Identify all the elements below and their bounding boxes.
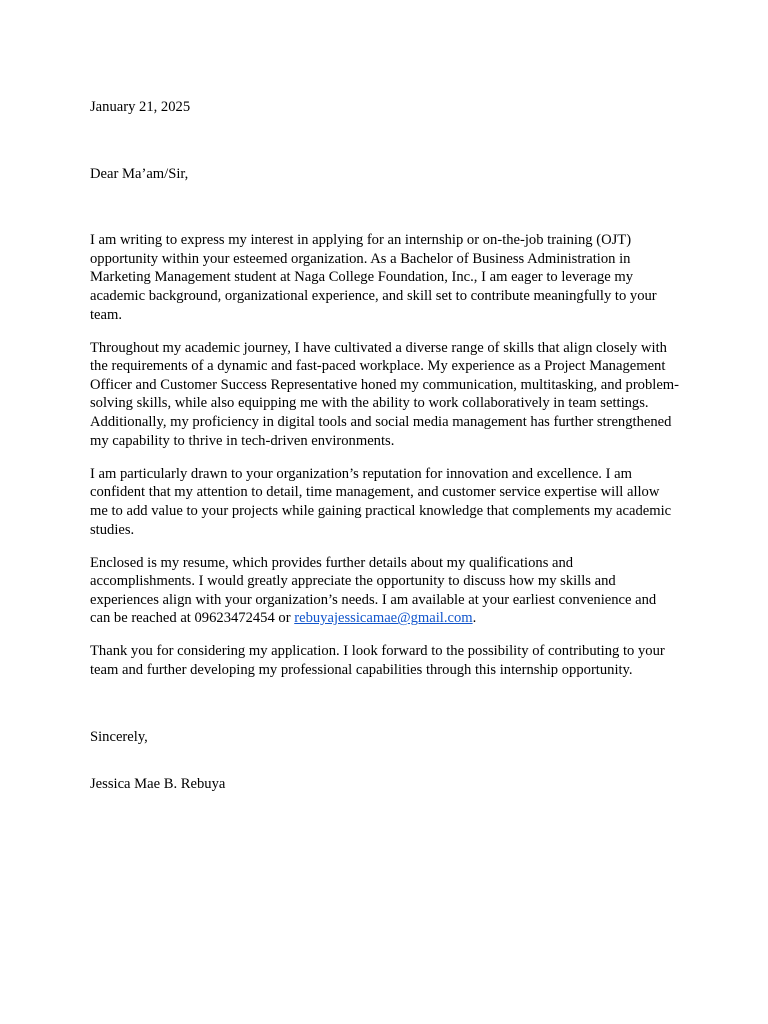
- email-link[interactable]: rebuyajessicamae@gmail.com: [294, 610, 473, 627]
- letter-body: [90, 231, 680, 679]
- letter-date: January 21, 2025: [90, 99, 191, 115]
- closing: Sincerely,: [90, 728, 148, 745]
- contact-text: Enclosed is my resume, which provides further details about my qualifications and accomplishments. I would greatly appreciate the opportunity to discuss how my skills and experiences align with your organization’s needs. I am available at your earliest convenience and can be reached at 09623472454 or: [90, 554, 657, 627]
- cover-letter: [90, 98, 680, 794]
- paragraph-contact: [90, 554, 680, 628]
- salutation: Dear Ma’am/Sir,: [90, 165, 189, 182]
- paragraph-skills: Throughout my academic journey, I have cultivated a diverse range of skills that align closely with the requirements of a dynamic and fast-paced workplace. My experience as a Project Management Officer and Customer Success Representative honed my communication, multitasking, and problem-solving skills, while also equipping me with the ability to work collaboratively in team settings. Additionally, my proficiency in digital tools and social media management has further strengthened my capability to thrive in tech-driven environments.: [90, 339, 680, 449]
- paragraph-introduction: I am writing to express my interest in applying for an internship or on-the-job training (OJT) opportunity within your esteemed organization. As a Bachelor of Business Administration in Marketing Management student at Naga College Foundation, Inc., I am eager to leverage my academic background, organizational experience, and skill set to contribute meaningfully to your team.: [90, 232, 657, 323]
- paragraph-motivation: I am particularly drawn to your organization’s reputation for innovation and excellence. I am confident that my attention to detail, time management, and customer service expertise will allow me to add value to your projects while gaining practical knowledge that complements my academic studies.: [90, 465, 672, 538]
- signature-name: Jessica Mae B. Rebuya: [90, 776, 226, 793]
- paragraph-thanks: Thank you for considering my application. I look forward to the possibility of contributing to your team and further developing my professional capabilities through this internship opportunity.: [90, 643, 665, 679]
- contact-text-end: .: [472, 610, 477, 627]
